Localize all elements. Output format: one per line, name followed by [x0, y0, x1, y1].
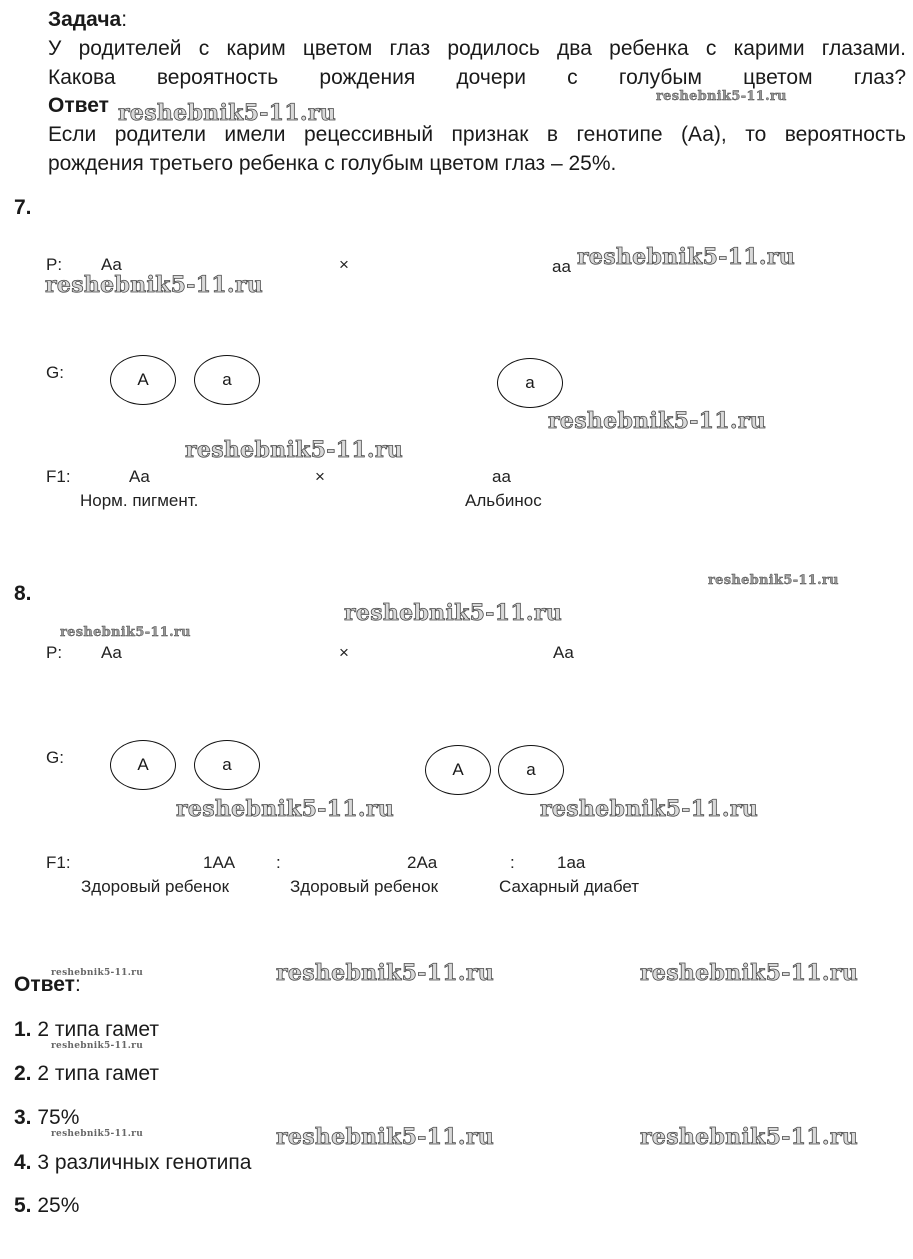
s7-g-label: G: — [46, 363, 64, 382]
s7-gamete-A: A — [110, 355, 176, 405]
task-answer-line2: рождения третьего ребенка с голубым цветом глаз – 25%. — [48, 152, 617, 175]
s7-cross-symbol: × — [339, 255, 349, 274]
task-heading: Задача: — [48, 8, 128, 31]
section-8-number: 8. — [14, 582, 32, 605]
s8-f1-genotype-1: 1AA — [203, 853, 236, 872]
task-answer-line1: Если родители имели рецессивный признак в генотипе (Аа), то вероятность — [48, 123, 906, 146]
s7-p-right-genotype: aa — [552, 257, 571, 276]
answer-item-1 — [14, 1018, 159, 1042]
answer-item-5 — [14, 1194, 79, 1218]
s8-p-left-genotype: Aa — [101, 643, 122, 662]
watermark: reshebnik5-11.ru — [60, 625, 191, 640]
watermark: reshebnik5-11.ru — [640, 1124, 859, 1150]
s7-gamete-a-right: a — [497, 358, 563, 408]
s8-f1-genotype-2: 2Aa — [407, 853, 438, 872]
watermark: reshebnik5-11.ru — [51, 968, 144, 978]
s7-p-left-genotype: Aa — [101, 255, 122, 274]
watermark: reshebnik5-11.ru — [51, 1129, 144, 1139]
s8-gamete-a-left: a — [194, 740, 260, 790]
answer-text: 75% — [37, 1106, 80, 1129]
answer-item-3 — [14, 1106, 79, 1130]
watermark: reshebnik5-11.ru — [51, 1041, 144, 1051]
s8-f1-label: F1: — [46, 853, 71, 872]
watermark: reshebnik5-11.ru — [640, 960, 859, 986]
answer-text: 25% — [37, 1194, 80, 1217]
s8-f1-separator-1: : — [276, 853, 281, 872]
watermark: reshebnik5-11.ru — [118, 100, 337, 126]
s7-f1-right-phenotype: Альбинос — [465, 491, 542, 510]
watermark: reshebnik5-11.ru — [45, 272, 264, 298]
s8-gamete-A-right: A — [425, 745, 491, 795]
watermark: reshebnik5-11.ru — [276, 1124, 495, 1150]
watermark: reshebnik5-11.ru — [176, 796, 395, 822]
s8-gamete-A-left: A — [110, 740, 176, 790]
s7-gamete-a-left: a — [194, 355, 260, 405]
watermark: reshebnik5-11.ru — [577, 244, 796, 270]
task-text-line2: Какова вероятность рождения дочери с голубым цветом глаз? — [48, 66, 906, 89]
watermark: reshebnik5-11.ru — [708, 573, 839, 588]
answer-number: 5. — [14, 1194, 32, 1217]
s8-f1-genotype-3: 1aa — [557, 853, 586, 872]
s8-cross-symbol: × — [339, 643, 349, 662]
s7-f1-cross-symbol: × — [315, 467, 325, 486]
section-7-number: 7. — [14, 196, 32, 219]
s7-f1-right-genotype: aa — [492, 467, 511, 486]
answer-text: 2 типа гамет — [37, 1062, 160, 1085]
s8-phenotype-1: Здоровый ребенок — [81, 877, 230, 896]
s7-p-label: P: — [46, 255, 63, 274]
s8-gamete-a-right: a — [498, 745, 564, 795]
watermark: reshebnik5-11.ru — [656, 89, 787, 104]
s8-phenotype-2: Здоровый ребенок — [290, 877, 439, 896]
answer-number: 2. — [14, 1062, 32, 1085]
s7-f1-left-phenotype: Норм. пигмент. — [80, 491, 199, 510]
watermark: reshebnik5-11.ru — [548, 408, 767, 434]
s7-f1-label: F1: — [46, 467, 71, 486]
answer-text: 2 типа гамет — [37, 1018, 160, 1041]
s8-phenotype-3: Сахарный диабет — [499, 877, 640, 896]
answer-number: 4. — [14, 1151, 32, 1174]
watermark: reshebnik5-11.ru — [344, 600, 563, 626]
answer-item-2 — [14, 1062, 159, 1086]
task-text-line1: У родителей с карим цветом глаз родилось два ребенка с карими глазами. — [48, 37, 906, 60]
watermark: reshebnik5-11.ru — [540, 796, 759, 822]
s8-g-label: G: — [46, 748, 64, 767]
s8-f1-separator-2: : — [510, 853, 515, 872]
s7-f1-left-genotype: Aa — [129, 467, 150, 486]
task-answer-label: Ответ — [48, 94, 109, 117]
s8-p-right-genotype: Aa — [553, 643, 574, 662]
watermark: reshebnik5-11.ru — [276, 960, 495, 986]
answers-heading: Ответ: — [14, 973, 81, 996]
answer-number: 1. — [14, 1018, 32, 1041]
answer-text: 3 различных генотипа — [37, 1151, 252, 1174]
answer-item-4 — [14, 1151, 251, 1175]
s8-p-label: P: — [46, 643, 63, 662]
answer-number: 3. — [14, 1106, 32, 1129]
watermark: reshebnik5-11.ru — [185, 437, 404, 463]
